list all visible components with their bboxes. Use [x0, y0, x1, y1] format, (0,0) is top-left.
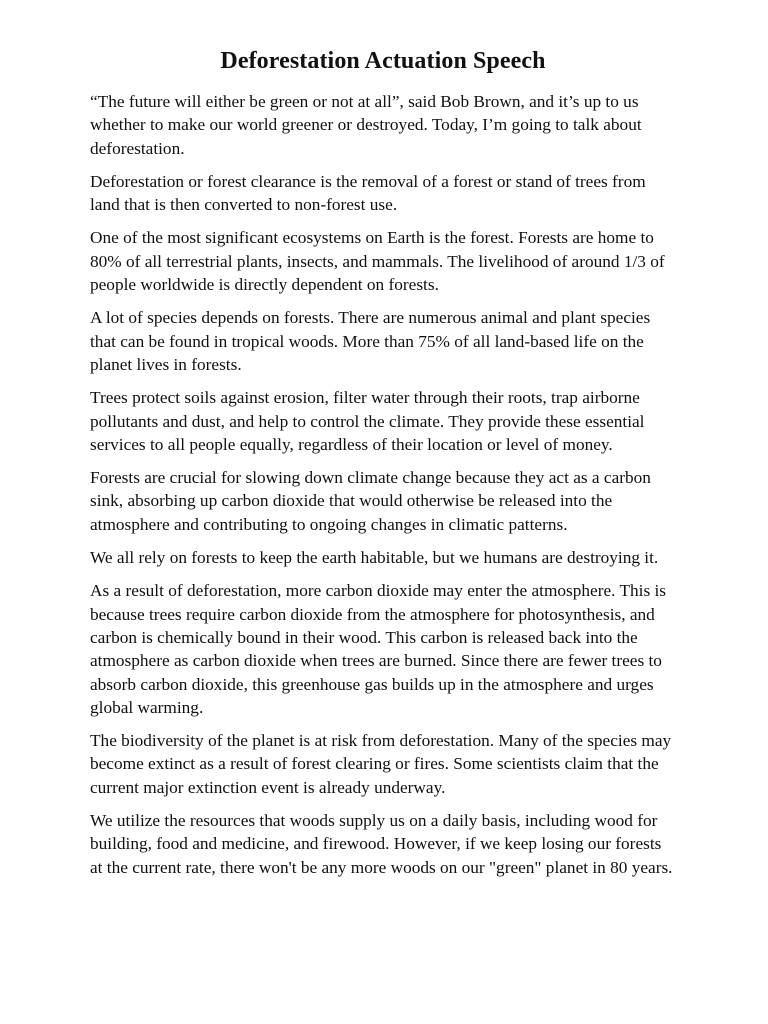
paragraph-1: “The future will either be green or not at all”, said Bob Brown, and it’s up to us whether to make our world greener or destroyed. Today, I’m going to talk about deforestation. — [90, 92, 642, 158]
paragraph-9: The biodiversity of the planet is at risk from deforestation. Many of the species may become extinct as a result of forest clearing or fires. Some scientists claim that the current major extinction event is already underway. — [90, 731, 672, 797]
document-title: Deforestation Actuation Speech — [220, 48, 546, 74]
paragraph-8: As a result of deforestation, more carbon dioxide may enter the atmosphere. This is because trees require carbon dioxide from the atmosphere for photosynthesis, and carbon is chemically bound in their wood. This carbon is released back into the atmosphere as carbon dioxide when trees are burned. Since there are fewer trees to absorb carbon dioxide, this greenhouse gas builds up in the atmosphere and urges global warming. — [90, 581, 667, 717]
paragraph-10: We utilize the resources that woods supply us on a daily basis, including wood for building, food and medicine, and firewood. However, if we keep losing our forests at the current rate, there won't be any more woods on our "green" planet in 80 years. — [90, 811, 673, 877]
paragraph-6: Forests are crucial for slowing down climate change because they act as a carbon sink, absorbing up carbon dioxide that would otherwise be released into the atmosphere and contributing to ongoing changes in climatic patterns. — [90, 468, 651, 534]
paragraph-3: One of the most significant ecosystems on Earth is the forest. Forests are home to 80% of all terrestrial plants, insects, and mammals. The livelihood of around 1/3 of people worldwide is directly dependent on forests. — [90, 228, 665, 295]
paragraph-5: Trees protect soils against erosion, filter water through their roots, trap airborne pollutants and dust, and help to control the climate. They provide these essential services to all people equally, regardless of their location or level of money. — [90, 388, 645, 454]
paragraph-2: Deforestation or forest clearance is the removal of a forest or stand of trees from land that is then converted to non-forest use. — [90, 171, 646, 215]
paragraph-4: A lot of species depends on forests. There are numerous animal and plant species that can be found in tropical woods. More than 75% of all land-based life on the planet lives in forests. — [90, 308, 651, 374]
document-body — [90, 90, 676, 879]
paragraph-7: We all rely on forests to keep the earth habitable, but we humans are destroying it. — [90, 548, 659, 568]
